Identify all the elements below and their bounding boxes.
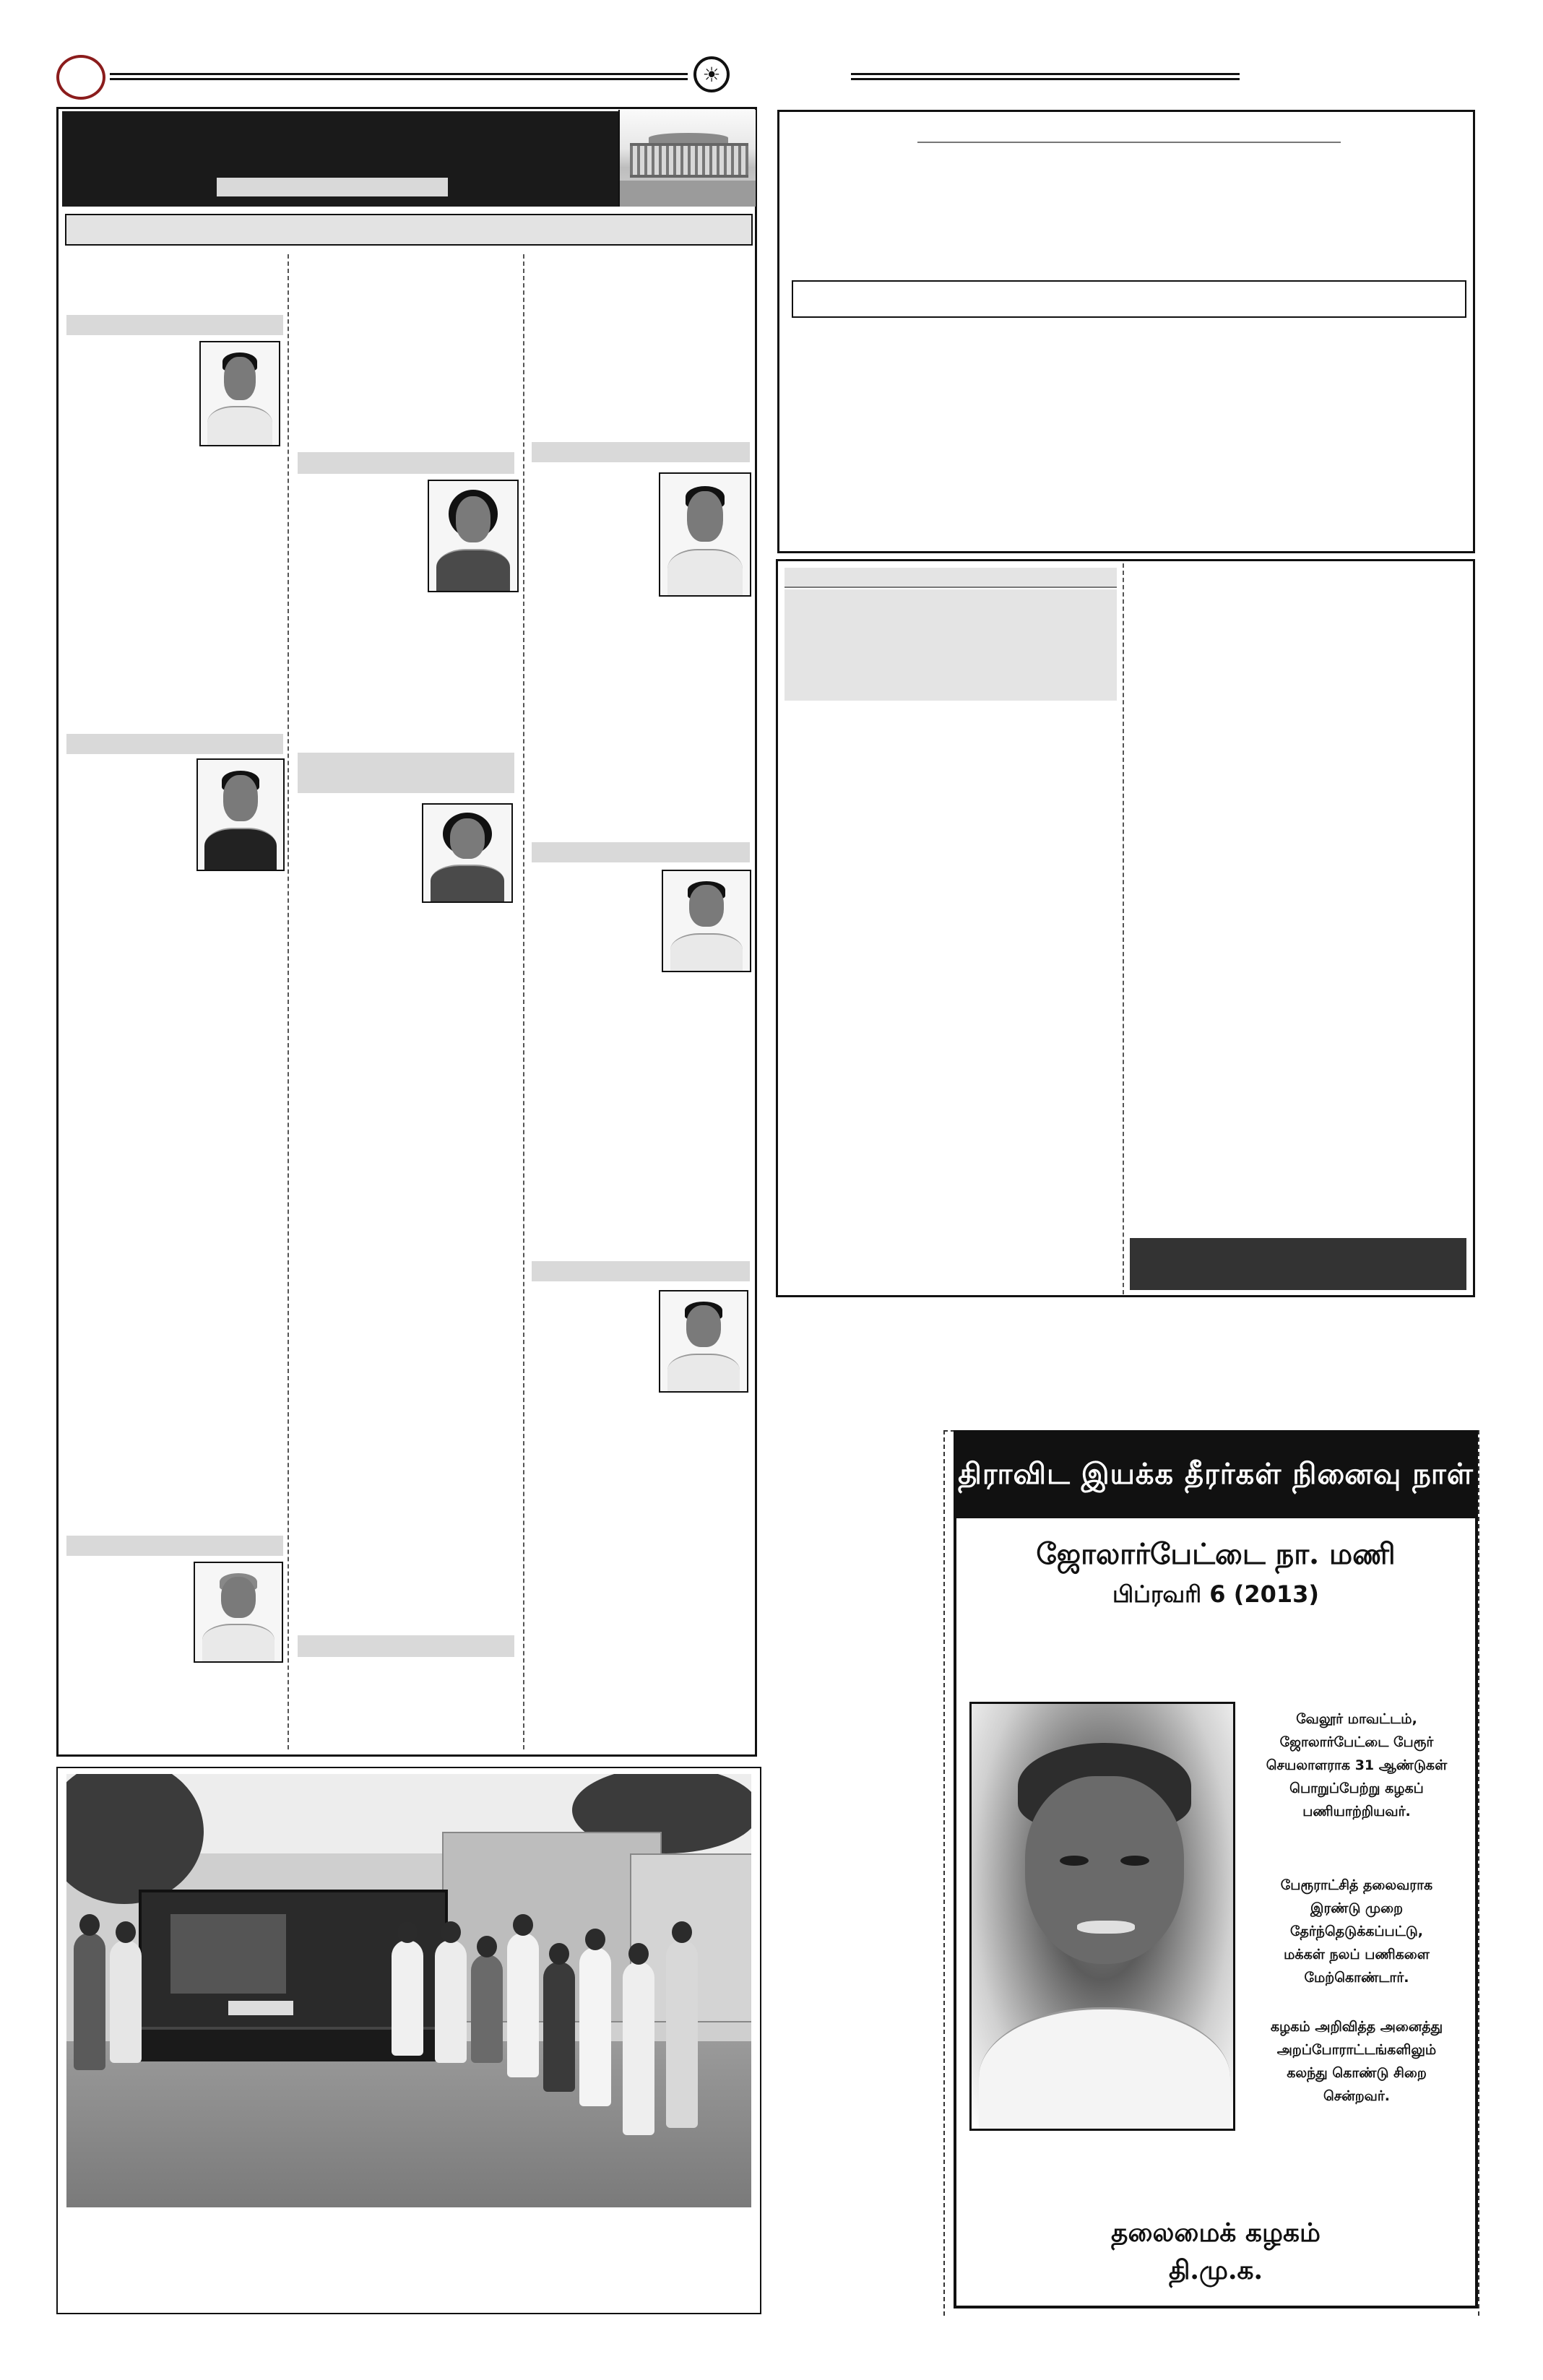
member-name-bar <box>298 452 514 474</box>
column-separator <box>1123 563 1124 1294</box>
member-portrait <box>659 472 751 597</box>
member-name-bar <box>66 315 283 335</box>
member-name-bar <box>298 753 514 793</box>
memorial-bio-paragraph: கழகம் அறிவித்த அனைத்து அறப்போராட்டங்களிலும் கலந்து கொண்டு சிறை சென்றவர். <box>1270 2019 1443 2104</box>
member-name-bar <box>298 1635 514 1657</box>
right-middle-shaded-block <box>785 589 1117 701</box>
member-name-bar <box>532 442 750 462</box>
memorial-portrait <box>969 1702 1235 2131</box>
right-top-article-box <box>777 110 1475 553</box>
right-top-subheading-box <box>792 280 1466 318</box>
member-portrait <box>422 803 513 903</box>
member-portrait <box>428 480 519 592</box>
header-rule-right <box>851 73 1240 80</box>
memorial-bio-paragraph: பேரூராட்சித் தலைவராக இரண்டு முறை தேர்ந்தெடுக்கப்பட்டு, மக்கள் நலப் பணிகளை மேற்கொண்டார். <box>1280 1877 1433 1986</box>
memorial-footer-party: தி.மு.க. <box>1168 2255 1263 2285</box>
member-name-bar <box>532 1261 750 1281</box>
right-middle-header-bar <box>785 568 1117 588</box>
member-portrait <box>199 341 280 446</box>
banner-subtitle-bar <box>217 178 448 196</box>
article-subheading-bar <box>65 214 753 246</box>
page-number-circle <box>56 55 105 100</box>
member-name-bar <box>532 842 750 862</box>
member-name-bar <box>66 1536 283 1556</box>
memorial-bio-paragraph: வேலூர் மாவட்டம், ஜோலார்பேட்டை பேரூர் செயலாளராக 31 ஆண்டுகள் பொறுப்பேற்று கழகப் பணியாற்றியவர். <box>1266 1711 1448 1819</box>
column-separator <box>523 254 524 1749</box>
memorial-name: ஜோலார்பேட்டை நா. மணி <box>1036 1537 1396 1571</box>
column-separator <box>288 254 289 1749</box>
member-portrait <box>662 870 751 972</box>
memorial-date: பிப்ரவரி 6 (2013) <box>1112 1580 1320 1608</box>
parliament-building-image <box>618 110 756 207</box>
rising-sun-emblem-icon: ☀ <box>693 56 730 92</box>
memorial-heading: திராவிட இயக்க தீரர்கள் நினைவு நாள் <box>956 1433 1475 1518</box>
member-portrait <box>659 1290 748 1393</box>
header-rule-left <box>110 73 688 80</box>
member-portrait <box>196 758 285 871</box>
member-name-bar <box>66 734 283 754</box>
member-portrait <box>194 1562 283 1663</box>
parliament-article-box <box>56 107 757 1757</box>
right-middle-dark-block <box>1130 1238 1466 1290</box>
road-work-photo <box>66 1774 751 2207</box>
memorial-footer-org: தலைமைக் கழகம் <box>1111 2217 1321 2248</box>
right-top-title-rule <box>917 142 1341 143</box>
